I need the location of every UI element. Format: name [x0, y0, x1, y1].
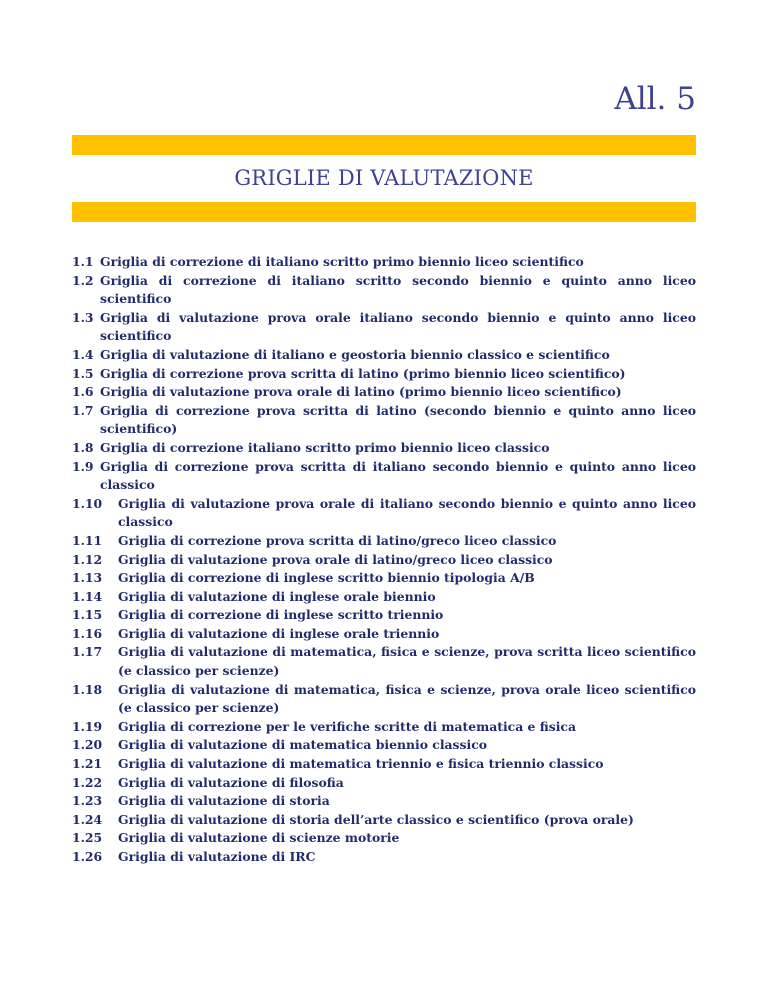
toc-item-text: Griglia di valutazione di storia dell’arte classico e scientifico (prova orale): [118, 811, 634, 827]
toc-item-number: 1.9: [72, 458, 94, 474]
toc-item-text: Griglia di valutazione di inglese orale triennio: [118, 625, 440, 641]
toc-item-number: 1.23: [72, 793, 103, 809]
toc-item-number: 1.6: [72, 384, 94, 400]
toc-item-number: 1.2: [72, 272, 94, 288]
toc-item: [72, 681, 696, 718]
toc-item: [72, 495, 696, 532]
toc-item-text: Griglia di valutazione di matematica, fisica e scienze, prova orale liceo scientifico (e classico per scienze): [118, 681, 696, 716]
toc-item-text: Griglia di correzione di inglese scritto biennio tipologia A/B: [118, 570, 535, 586]
toc-item-text: Griglia di valutazione di filosofia: [118, 774, 344, 790]
toc-item-text: Griglia di valutazione di storia: [118, 793, 330, 809]
toc-item: [72, 272, 696, 309]
toc-item-text: Griglia di valutazione prova orale di italiano secondo biennio e quinto anno liceo classico: [118, 495, 696, 530]
toc-item-number: 1.5: [72, 365, 94, 381]
toc-item-text: Griglia di valutazione di matematica triennio e fisica triennio classico: [118, 756, 604, 772]
toc-item-number: 1.17: [72, 644, 103, 660]
toc-item: [72, 829, 696, 848]
toc-item-number: 1.21: [72, 756, 103, 772]
toc-item-number: 1.18: [72, 681, 103, 697]
toc-item: [72, 718, 696, 737]
toc-item-text: Griglia di valutazione di matematica, fisica e scienze, prova scritta liceo scientifico (e classico per scienze): [118, 644, 696, 679]
toc-item-number: 1.11: [72, 532, 103, 548]
toc-item-number: 1.16: [72, 625, 103, 641]
toc-item: [72, 625, 696, 644]
toc-item-text: Griglia di correzione prova scritta di latino (secondo biennio e quinto anno liceo scientifico): [100, 402, 696, 437]
toc-item-number: 1.4: [72, 346, 94, 362]
toc-item-text: Griglia di correzione italiano scritto primo biennio liceo classico: [100, 439, 550, 455]
toc-item: [72, 532, 696, 551]
toc-item: [72, 253, 696, 272]
toc-item-text: Griglia di valutazione prova orale di latino/greco liceo classico: [118, 551, 553, 567]
toc-item: [72, 458, 696, 495]
toc-item: [72, 439, 696, 458]
toc-item-text: Griglia di correzione di inglese scritto triennio: [118, 607, 444, 623]
toc-item-number: 1.12: [72, 551, 103, 567]
toc-item-number: 1.13: [72, 570, 103, 586]
toc-item-number: 1.8: [72, 439, 94, 455]
toc-item-number: 1.24: [72, 811, 103, 827]
table-of-contents: [72, 253, 696, 867]
toc-item: [72, 383, 696, 402]
toc-item-number: 1.3: [72, 309, 94, 325]
toc-item: [72, 736, 696, 755]
toc-item: [72, 774, 696, 793]
toc-item: [72, 811, 696, 830]
toc-item: [72, 755, 696, 774]
page-title: GRIGLIE DI VALUTAZIONE: [234, 166, 534, 190]
toc-item: [72, 569, 696, 588]
toc-item-text: Griglia di valutazione di IRC: [118, 849, 316, 864]
top-highlight-band: [72, 135, 696, 155]
toc-item-number: 1.19: [72, 718, 103, 734]
toc-item: [72, 588, 696, 607]
toc-item-text: Griglia di valutazione di italiano e geostoria biennio classico e scientifico: [100, 346, 610, 362]
toc-item-text: Griglia di correzione prova scritta di latino (primo biennio liceo scientifico): [100, 365, 626, 381]
toc-item-number: 1.1: [72, 254, 94, 269]
toc-item-text: Griglia di valutazione prova orale italiano secondo biennio e quinto anno liceo scientifico: [100, 309, 696, 344]
toc-item-number: 1.25: [72, 830, 103, 846]
toc-item-number: 1.26: [72, 849, 103, 864]
toc-item: [72, 551, 696, 570]
toc-item: [72, 643, 696, 680]
toc-item-text: Griglia di correzione di italiano scritto primo biennio liceo scientifico: [100, 254, 584, 269]
bottom-highlight-band: [72, 202, 696, 222]
toc-item: [72, 792, 696, 811]
toc-item: [72, 365, 696, 384]
toc-item: [72, 346, 696, 365]
toc-item-number: 1.20: [72, 737, 103, 753]
toc-item-number: 1.22: [72, 774, 103, 790]
toc-item: [72, 402, 696, 439]
toc-item: [72, 606, 696, 625]
toc-item-number: 1.7: [72, 402, 94, 418]
toc-item-number: 1.15: [72, 607, 103, 623]
toc-item-text: Griglia di correzione prova scritta di latino/greco liceo classico: [118, 532, 557, 548]
toc-item: [72, 309, 696, 346]
toc-item-text: Griglia di correzione prova scritta di italiano secondo biennio e quinto anno liceo classico: [100, 458, 696, 493]
toc-item-text: Griglia di correzione di italiano scritto secondo biennio e quinto anno liceo scientifico: [100, 272, 696, 307]
toc-item-text: Griglia di valutazione di inglese orale biennio: [118, 588, 436, 604]
toc-item-number: 1.10: [72, 495, 103, 511]
toc-item-number: 1.14: [72, 588, 103, 604]
attachment-label: All. 5: [614, 81, 696, 117]
toc-item-text: Griglia di valutazione di matematica biennio classico: [118, 737, 488, 753]
toc-item-text: Griglia di correzione per le verifiche scritte di matematica e fisica: [118, 718, 576, 734]
toc-item-text: Griglia di valutazione prova orale di latino (primo biennio liceo scientifico): [100, 384, 622, 400]
toc-item: [72, 848, 696, 867]
toc-item-text: Griglia di valutazione di scienze motorie: [118, 830, 400, 846]
